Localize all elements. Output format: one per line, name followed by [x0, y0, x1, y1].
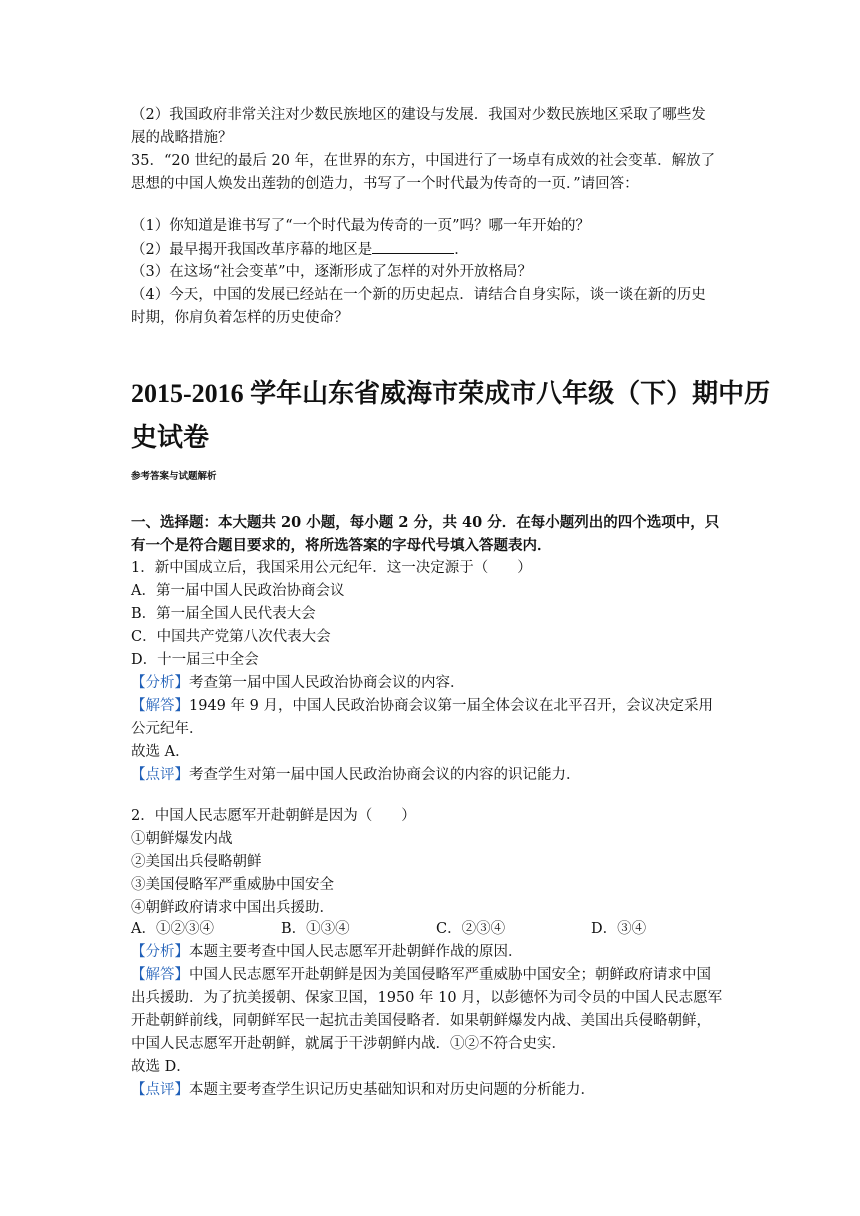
- q1-option-a: A．第一届中国人民政治协商会议: [131, 583, 345, 599]
- q1-analysis-text: 考查第一届中国人民政治协商会议的内容．: [189, 675, 465, 691]
- answer-tag: 【解答】: [131, 967, 189, 983]
- q2-analysis-text: 本题主要考查中国人民志愿军开赴朝鲜作战的原因．: [189, 944, 523, 960]
- q2-option-b: B．①③④: [281, 921, 350, 937]
- section1-heading-line1: 一、选择题：本大题共 20 小题，每小题 2 分，共 40 分．在每小题列出的四个选项中，只: [131, 514, 720, 531]
- q1-answer-line1: [131, 695, 731, 718]
- q1-answer-line2: 公元纪年．: [131, 721, 204, 737]
- q1-analysis: [131, 672, 731, 695]
- answer-blank: [372, 238, 454, 254]
- q2-answer-line3: 开赴朝鲜前线，同朝鲜军民一起抗击美国侵略者．如果朝鲜爆发内战、美国出兵侵略朝鲜，: [131, 1013, 711, 1029]
- q2-option-c: C．②③④: [436, 921, 506, 937]
- section1-heading-line2: 有一个是符合题目要求的，将所选答案的字母代号填入答题表内．: [131, 537, 552, 554]
- answer-tag: 【解答】: [131, 698, 189, 714]
- q1-option-b: B．第一届全国人民代表大会: [131, 606, 316, 622]
- q35-stem-line1: 35．“20 世纪的最后 20 年，在世界的东方，中国进行了一场卓有成效的社会变革．解放了: [131, 153, 716, 169]
- q1-stem: 1．新中国成立后，我国采用公元纪年．这一决定源于（ ）: [131, 560, 532, 576]
- q2-option-d: D．③④: [591, 921, 647, 937]
- q2-answer-line2: 出兵援助．为了抗美援朝、保家卫国，1950 年 10 月，以彭德怀为司令员的中国人民志愿军: [131, 990, 723, 1006]
- q2-stem: 2．中国人民志愿军开赴朝鲜是因为（ ）: [131, 808, 416, 824]
- q1-answer-text: 1949 年 9 月，中国人民政治协商会议第一届全体会议在北平召开，会议决定采用: [189, 698, 713, 714]
- q2-answer-text: 中国人民志愿军开赴朝鲜是因为美国侵略军严重威胁中国安全；朝鲜政府请求中国: [189, 967, 711, 983]
- q35-sub2-text: （2）最早揭开我国改革序幕的地区是: [131, 242, 373, 258]
- q35-sub4-line2: 时期，你肩负着怎样的历史使命？: [131, 310, 349, 326]
- analysis-tag: 【分析】: [131, 675, 189, 691]
- q2-item-4: ④朝鲜政府请求中国出兵援助．: [131, 900, 334, 916]
- q2-item-1: ①朝鲜爆发内战: [131, 831, 233, 847]
- q35-sub4-line1: （4）今天，中国的发展已经站在一个新的历史起点．请结合自身实际，谈一谈在新的历史: [131, 287, 706, 303]
- q35-sub2: [131, 238, 731, 262]
- doc-title-line2: 史试卷: [131, 423, 210, 452]
- q34-sub2-line2: 展的战略措施？: [131, 130, 233, 146]
- q2-option-a: A．①②③④: [131, 921, 214, 937]
- analysis-tag: 【分析】: [131, 944, 189, 960]
- q2-answer-line1: [131, 964, 731, 987]
- q1-comment: [131, 764, 731, 787]
- doc-subtitle: 参考答案与试题解析: [131, 471, 217, 482]
- q1-choice: 故选 A．: [131, 744, 190, 760]
- q35-sub3: （3）在这场“社会变革”中，逐渐形成了怎样的对外开放格局？: [131, 264, 533, 280]
- q2-choice: 故选 D．: [131, 1059, 191, 1075]
- q2-item-2: ②美国出兵侵略朝鲜: [131, 854, 262, 870]
- q35-stem-line2: 思想的中国人焕发出莲勃的创造力，书写了一个时代最为传奇的一页．”请回答：: [131, 176, 639, 192]
- q2-comment: [131, 1079, 731, 1102]
- q2-answer-line4: 中国人民志愿军开赴朝鲜，就属于干涉朝鲜内战．①②不符合史实．: [131, 1036, 566, 1052]
- q2-options: [131, 918, 731, 941]
- comment-tag: 【点评】: [131, 1082, 189, 1098]
- q1-option-c: C．中国共产党第八次代表大会: [131, 629, 331, 645]
- q1-option-d: D．十一届三中全会: [131, 652, 259, 668]
- q1-comment-text: 考查学生对第一届中国人民政治协商会议的内容的识记能力．: [189, 767, 581, 783]
- comment-tag: 【点评】: [131, 767, 189, 783]
- q34-sub2-line1: （2）我国政府非常关注对少数民族地区的建设与发展．我国对少数民族地区采取了哪些发: [131, 107, 706, 123]
- q2-item-3: ③美国侵略军严重威胁中国安全: [131, 877, 334, 893]
- q2-comment-text: 本题主要考查学生识记历史基础知识和对历史问题的分析能力．: [189, 1082, 595, 1098]
- q35-sub2-end: ．: [454, 242, 469, 258]
- q35-sub1: （1）你知道是谁书写了“一个时代最为传奇的一页”吗？哪一年开始的？: [131, 218, 591, 234]
- q2-analysis: [131, 941, 731, 964]
- doc-title-line1: 2015-2016 学年山东省威海市荣成市八年级（下）期中历: [131, 379, 771, 408]
